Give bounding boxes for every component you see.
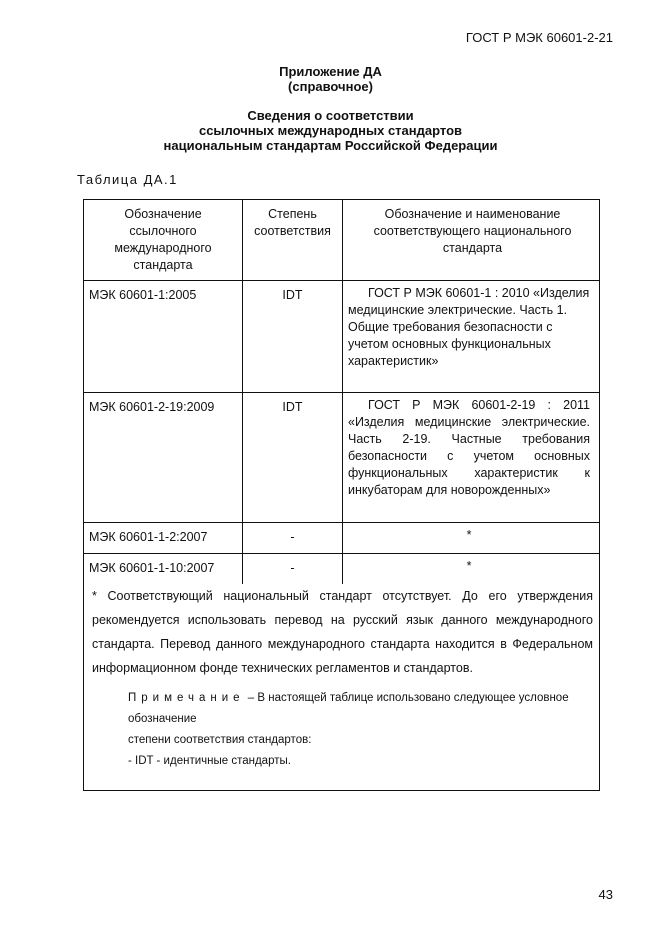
table-row (84, 554, 599, 584)
column-header-intl: Обозначение ссылочного международного стандарта (84, 200, 243, 280)
note-label: Примечание (128, 692, 245, 704)
table-row (84, 281, 599, 393)
cell-intl: МЭК 60601-1:2005 (84, 281, 243, 392)
cell-intl: МЭК 60601-1-2:2007 (84, 523, 243, 553)
cell-intl: МЭК 60601-2-19:2009 (84, 393, 243, 522)
table-note (92, 688, 593, 772)
cell-national: ГОСТ Р МЭК 60601-2-19 : 2011 «Изделия медицинские электрические. Часть 2-19. Частные требования безопасности с учетом основных функциональных характеристик к инкубаторам для новорожденных» (348, 398, 590, 497)
correspondence-table (83, 199, 600, 791)
cell-national: * (466, 559, 472, 573)
table-footnote (84, 584, 599, 772)
cell-national: ГОСТ Р МЭК 60601-1 : 2010 «Изделия медицинские электрические. Часть 1. Общие требования безопасности с учетом основных функциональных характеристик» (348, 286, 590, 368)
table-row (84, 523, 599, 554)
table-header-row (84, 200, 599, 281)
appendix-heading-line-3: национальным стандартам Российской Федерации (163, 138, 498, 153)
footnote-text: * Соответствующий национальный стандарт отсутствует. До его утверждения рекомендуется использовать перевод на русский язык данного международного стандарта. Перевод данного международного стандарта находится в Федеральном информационном фонде технических регламентов и стандартов. (92, 589, 593, 675)
cell-national: * (466, 528, 472, 542)
appendix-subtitle: (справочное) (288, 79, 373, 94)
appendix-title: Приложение ДА (279, 64, 382, 79)
cell-degree: - (243, 523, 343, 553)
cell-degree: - (243, 554, 343, 584)
table-row (84, 393, 599, 523)
cell-intl: МЭК 60601-1-10:2007 (84, 554, 243, 584)
page-number: 43 (598, 887, 613, 902)
table-caption: Таблица ДА.1 (77, 172, 178, 187)
appendix-heading-line-2: ссылочных международных стандартов (198, 123, 463, 138)
appendix-heading-line-1: Сведения о соответствии (247, 108, 414, 123)
note-line-1: – В настоящей таблице использовано следующее условное обозначение (128, 692, 569, 725)
cell-degree: IDT (243, 281, 343, 392)
column-header-national: Обозначение и наименование соответствующего национального стандарта (373, 207, 572, 255)
note-line-3: - IDT - идентичные стандарты. (128, 755, 291, 767)
note-line-2: степени соответствия стандартов: (128, 734, 312, 746)
column-header-degree: Степень соответствия (243, 200, 343, 280)
cell-degree: IDT (243, 393, 343, 522)
appendix-titles (0, 64, 661, 153)
document-code: ГОСТ Р МЭК 60601-2-21 (465, 30, 613, 45)
